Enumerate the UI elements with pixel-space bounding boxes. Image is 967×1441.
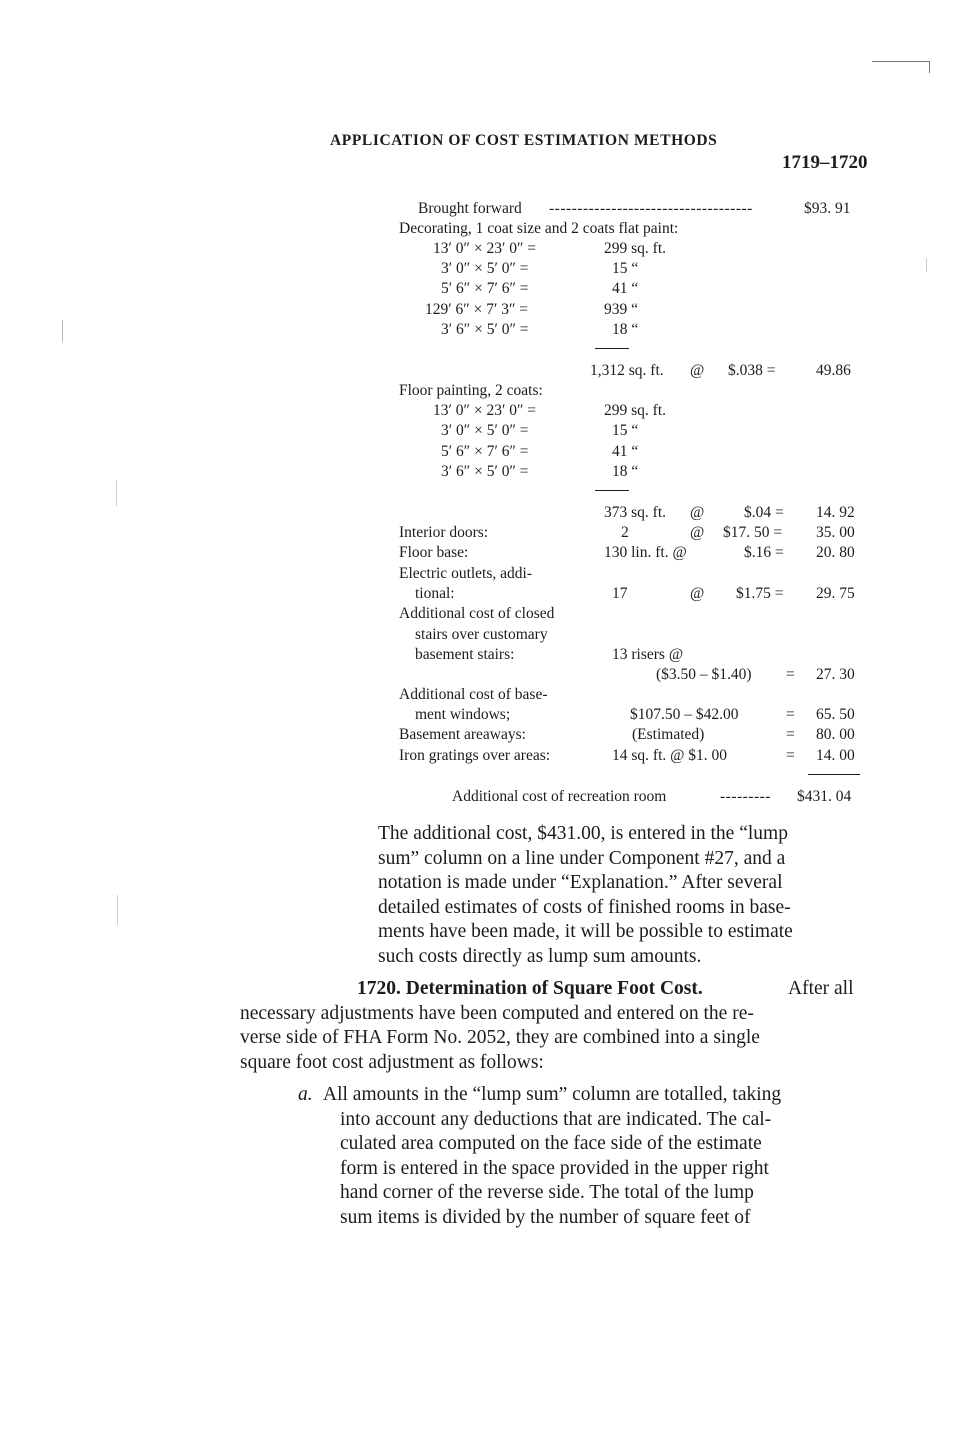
brought-forward-label: Brought forward [418,200,522,217]
scan-artifact-left-curve [116,480,117,506]
scan-artifact-left-curve-2 [117,895,118,925]
interior-doors-at: @ [690,524,705,541]
floor-painting-qty: 41 “ [612,443,639,460]
closed-stairs-calc: ($3.50 – $1.40) [656,666,752,683]
floor-painting-dims: 13′ 0″ × 23′ 0″ = [433,402,537,419]
floor-painting-amount: 14. 92 [816,504,855,521]
decorating-total-qty: 1,312 sq. ft. [590,362,664,379]
decorating-subtotal-rule [595,348,629,349]
floor-painting-rate: $.04 = [744,504,784,521]
gratings-equals: = [786,747,795,764]
running-header-title: APPLICATION OF COST ESTIMATION METHODS [330,132,718,149]
decorating-dims: 5′ 6″ × 7′ 6″ = [441,280,529,297]
floor-painting-qty: 299 sq. ft. [604,402,666,419]
paragraph-line: ments have been made, it will be possible to estimate [378,921,793,942]
floor-base-rate: $.16 = [744,544,784,561]
paragraph-line: notation is made under “Explanation.” After several [378,872,783,893]
total-label: Additional cost of recreation room [452,788,667,805]
gratings-label: Iron gratings over areas: [399,747,551,764]
floor-painting-qty: 18 “ [612,463,639,480]
scan-artifact-right-mark [926,258,927,272]
scan-artifact-left-mark [62,320,63,342]
electric-amount: 29. 75 [816,585,855,602]
decorating-qty: 15 “ [612,260,639,277]
paragraph-line: sum” column on a line under Component #27, and a [378,848,786,869]
closed-stairs-label-line-1: Additional cost of closed [399,605,555,622]
interior-doors-rate: $17. 50 = [723,524,783,541]
areaways-calc: (Estimated) [632,726,705,743]
electric-at: @ [690,585,705,602]
running-header-section-numbers: 1719–1720 [782,152,868,173]
section-1720-line: square foot cost adjustment as follows: [240,1052,544,1073]
closed-stairs-label-line-2: stairs over customary [415,626,548,643]
floor-base-qty: 130 lin. ft. @ [604,544,687,561]
decorating-qty: 18 “ [612,321,639,338]
windows-calc: $107.50 – $42.00 [630,706,739,723]
brought-forward-amount: $93. 91 [804,200,851,217]
floor-painting-qty: 15 “ [612,422,639,439]
decorating-dims: 13′ 0″ × 23′ 0″ = [433,240,537,257]
electric-qty: 17 [612,585,628,602]
electric-label-line-1: Electric outlets, addi- [399,565,532,582]
closed-stairs-qty: 13 risers @ [612,646,684,663]
gratings-amount: 14. 00 [816,747,855,764]
item-a-line: sum items is divided by the number of square feet of [340,1207,751,1228]
interior-doors-label: Interior doors: [399,524,489,541]
decorating-dims: 3′ 0″ × 5′ 0″ = [441,260,529,277]
item-a-line: culated area computed on the face side of the estimate [340,1133,762,1154]
item-a-line: into account any deductions that are indicated. The cal- [340,1109,772,1130]
paragraph-line: The additional cost, $431.00, is entered in the “lump [378,823,788,844]
areaways-equals: = [786,726,795,743]
decorating-qty: 299 sq. ft. [604,240,666,257]
decorating-amount: 49.86 [816,362,851,379]
closed-stairs-label-line-3: basement stairs: [415,646,515,663]
areaways-label: Basement areaways: [399,726,526,743]
areaways-amount: 80. 00 [816,726,855,743]
floor-painting-total-qty: 373 sq. ft. [604,504,666,521]
closed-stairs-equals: = [786,666,795,683]
section-1720-heading: 1720. Determination of Square Foot Cost. [357,978,703,999]
section-1720-line: necessary adjustments have been computed and entered on the re- [240,1003,754,1024]
item-a-line: hand corner of the reverse side. The total of the lump [340,1182,754,1203]
floor-base-amount: 20. 80 [816,544,855,561]
decorating-heading: Decorating, 1 coat size and 2 coats flat paint: [399,220,679,237]
windows-label-line-1: Additional cost of base- [399,686,548,703]
electric-rate: $1.75 = [736,585,784,602]
scan-artifact-top-tick [929,61,930,73]
paragraph-line: such costs directly as lump sum amounts. [378,946,702,967]
floor-painting-at: @ [690,504,705,521]
floor-painting-dims: 3′ 6″ × 5′ 0″ = [441,463,529,480]
section-1720-line: verse side of FHA Form No. 2052, they are combined into a single [240,1027,760,1048]
grand-total-rule [808,774,860,775]
electric-label-line-2: tional: [415,585,455,602]
floor-painting-dims: 5′ 6″ × 7′ 6″ = [441,443,529,460]
closed-stairs-amount: 27. 30 [816,666,855,683]
item-a-marker: a. [298,1084,313,1105]
floor-painting-subtotal-rule [595,490,629,491]
total-leader: --------- [720,788,771,805]
decorating-qty: 939 “ [604,301,639,318]
item-a-first-line: All amounts in the “lump sum” column are totalled, taking [323,1084,782,1105]
item-a-line: form is entered in the space provided in the upper right [340,1158,769,1179]
gratings-calc: 14 sq. ft. @ $1. 00 [612,747,728,764]
windows-label-line-2: ment windows; [415,706,511,723]
interior-doors-amount: 35. 00 [816,524,855,541]
interior-doors-qty: 2 [621,524,629,541]
decorating-qty: 41 “ [612,280,639,297]
windows-equals: = [786,706,795,723]
decorating-rate: $.038 = [728,362,776,379]
floor-base-label: Floor base: [399,544,469,561]
floor-painting-dims: 3′ 0″ × 5′ 0″ = [441,422,529,439]
floor-painting-heading: Floor painting, 2 coats: [399,382,543,399]
windows-amount: 65. 50 [816,706,855,723]
decorating-at: @ [690,362,705,379]
decorating-dims: 3′ 6″ × 5′ 0″ = [441,321,529,338]
paragraph-line: detailed estimates of costs of finished rooms in base- [378,897,791,918]
section-1720-lead-in: After all [788,978,854,999]
total-amount: $431. 04 [797,788,852,805]
brought-forward-leader: ------------------------------------ [549,200,753,217]
decorating-dims: 129′ 6″ × 7′ 3″ = [425,301,529,318]
scan-artifact-top-line [872,61,930,62]
